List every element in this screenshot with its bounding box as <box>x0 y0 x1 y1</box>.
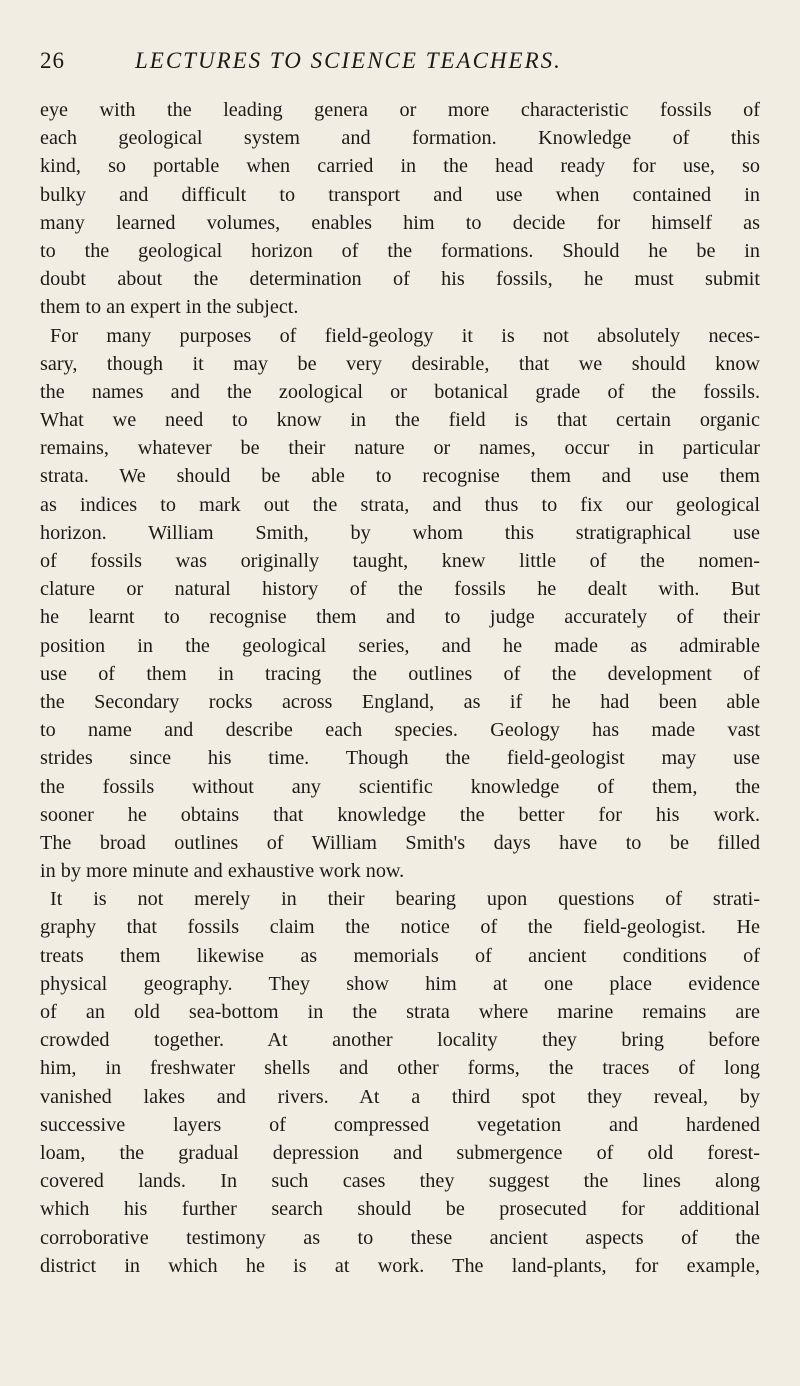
text-line: clature or natural history of the fossils he dealt with. But <box>40 578 760 601</box>
text-line: kind, so portable when carried in the head ready for use, so <box>40 155 760 178</box>
text-line: It is not merely in their bearing upon questions of strati- <box>50 888 760 911</box>
text-line: each geological system and formation. Knowledge of this <box>40 127 760 150</box>
text-line: the Secondary rocks across England, as if he had been able <box>40 690 760 713</box>
text-line: horizon. William Smith, by whom this stratigraphical use <box>40 521 760 544</box>
text-line: the fossils without any scientific knowledge of them, the <box>40 775 760 798</box>
text-line: of fossils was originally taught, knew little of the nomen- <box>40 550 760 572</box>
text-line: strata. We should be able to recognise them and use them <box>40 465 760 488</box>
text-line: to name and describe each species. Geology has made vast <box>40 719 760 742</box>
text-line: in by more minute and exhaustive work now. <box>40 860 405 883</box>
text-line: successive layers of compressed vegetation and hardened <box>40 1113 760 1136</box>
text-line: many learned volumes, enables him to decide for himself as <box>40 211 760 234</box>
text-line: of an old sea-bottom in the strata where marine remains are <box>40 1001 760 1023</box>
text-line: covered lands. In such cases they suggest the lines along <box>40 1170 760 1193</box>
text-line: which his further search should be prosecuted for additional <box>40 1198 760 1221</box>
text-line: as indices to mark out the strata, and thus to fix our geological <box>40 493 760 516</box>
text-line: sooner he obtains that knowledge the better for his work. <box>40 803 760 826</box>
text-line: loam, the gradual depression and submergence of old forest- <box>40 1141 760 1164</box>
text-line: them to an expert in the subject. <box>40 296 299 319</box>
text-line: sary, though it may be very desirable, that we should know <box>40 352 760 375</box>
text-line: the names and the zoological or botanical grade of the fossils. <box>40 380 760 403</box>
text-line: position in the geological series, and he made as admirable <box>40 634 760 657</box>
text-line: him, in freshwater shells and other forms, the traces of long <box>40 1057 760 1080</box>
text-line: vanished lakes and rivers. At a third spot they reveal, by <box>40 1085 760 1108</box>
text-line: doubt about the determination of his fossils, he must submit <box>40 268 760 291</box>
text-line: district in which he is at work. The land-plants, for example, <box>40 1254 760 1277</box>
text-line: physical geography. They show him at one place evidence <box>40 972 760 995</box>
text-line: The broad outlines of William Smith's days have to be filled <box>40 831 760 854</box>
text-line: corroborative testimony as to these ancient aspects of the <box>40 1226 760 1249</box>
text-line: strides since his time. Though the field-geologist may use <box>40 747 760 770</box>
text-line: For many purposes of field-geology it is not absolutely neces- <box>50 324 760 347</box>
text-line: use of them in tracing the outlines of the development of <box>40 662 760 685</box>
text-line: graphy that fossils claim the notice of the field-geologist. He <box>40 916 760 939</box>
text-line: he learnt to recognise them and to judge accurately of their <box>40 606 760 629</box>
text-line: bulky and difficult to transport and use when contained in <box>40 183 760 206</box>
page-header <box>40 48 780 82</box>
body-text <box>40 96 760 1280</box>
text-line: treats them likewise as memorials of ancient conditions of <box>40 944 760 967</box>
text-line: eye with the leading genera or more characteristic fossils of <box>40 99 760 121</box>
page-number: 26 <box>40 48 65 73</box>
text-line: to the geological horizon of the formations. Should he be in <box>40 239 760 262</box>
running-title: LECTURES TO SCIENCE TEACHERS. <box>135 48 562 73</box>
text-line: remains, whatever be their nature or names, occur in particular <box>40 437 760 460</box>
text-line: crowded together. At another locality they bring before <box>40 1029 760 1052</box>
text-line: What we need to know in the field is that certain organic <box>40 409 760 432</box>
